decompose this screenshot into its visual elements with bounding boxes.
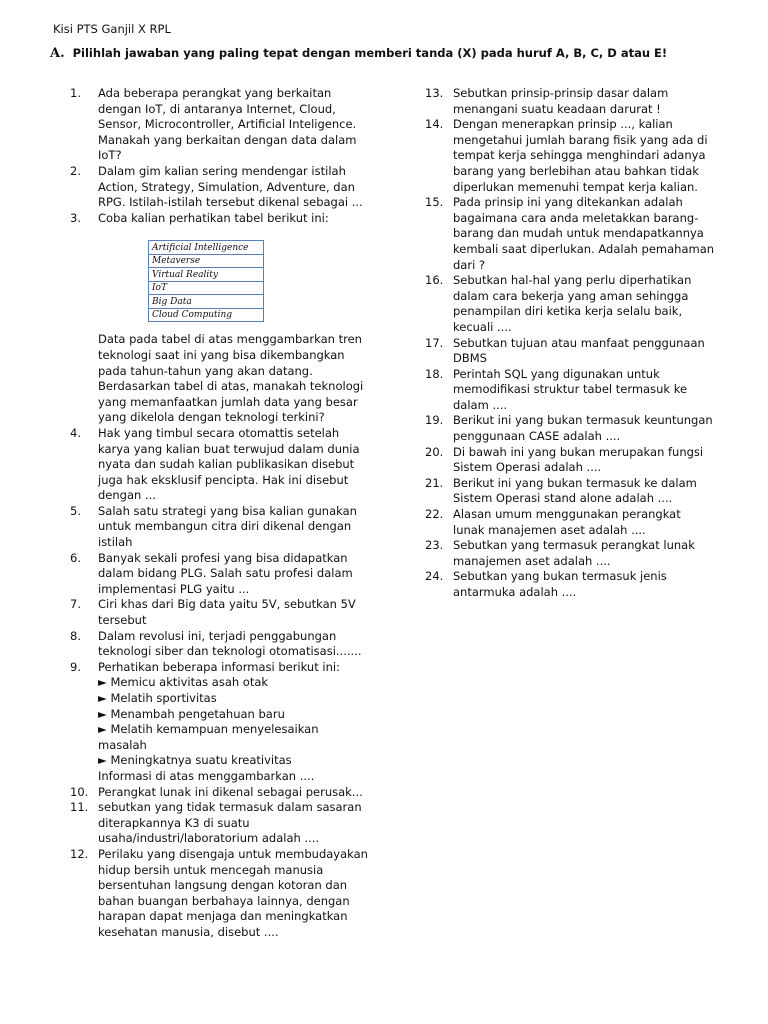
question-number: 1. (70, 86, 81, 100)
question-number: 3. (70, 210, 81, 225)
bullet-item: ► Memicu aktivitas asah otak (98, 675, 269, 690)
question-number: 22. (425, 507, 444, 522)
question-text: Sebutkan yang termasuk perangkat lunak manajemen aset adalah .... (453, 538, 695, 568)
question-number: 21. (425, 475, 444, 490)
question-number: 8. (70, 628, 81, 643)
question-20 (425, 445, 715, 476)
question-text: Perintah SQL yang digunakan untuk memodifikasi struktur tabel termasuk ke dalam .... (453, 366, 688, 412)
question-text: Pada prinsip ini yang ditekankan adalah bagaimana cara anda meletakkan barang-barang dan mudah untuk mendapatkannya kembali saat diperlukan. Adalah pemahaman dari ? (453, 195, 715, 272)
instruction-text: Pilihlah jawaban yang paling tepat dengan memberi tanda (X) pada huruf A, B, C, D atau E! (72, 46, 668, 60)
table-row (149, 254, 264, 268)
question-number: 10. (70, 784, 89, 799)
section-instruction (50, 46, 667, 61)
question-number: 4. (70, 425, 81, 440)
bullet-item: ► Melatih sportivitas (98, 691, 217, 705)
table-cell: Big Data (149, 295, 264, 309)
question-9-continuation: Informasi di atas menggambarkan .... (98, 768, 315, 783)
question-number: 15. (425, 195, 444, 210)
bullet-item: ► Melatih kemampuan menyelesaikan masalah (98, 722, 319, 752)
question-11 (70, 800, 370, 847)
question-14 (425, 117, 715, 195)
question-number: 11. (70, 800, 89, 815)
bullet-item: ► Meningkatnya suatu kreativitas (98, 753, 292, 768)
question-17 (425, 336, 715, 367)
question-number: 13. (425, 86, 444, 100)
question-column-right (425, 86, 715, 601)
question-1 (70, 86, 370, 164)
question-text: Perhatikan beberapa informasi berikut ini: (98, 659, 340, 674)
question-text: Sebutkan prinsip-prinsip dasar dalam menangani suatu keadaan darurat ! (453, 86, 669, 116)
technology-table (148, 240, 264, 322)
question-text: Ada beberapa perangkat yang berkaitan dengan IoT, di antaranya Internet, Cloud, Sensor, Microcontroller, Artificial Inteligence. Manakah yang berkaitan dengan data dalam IoT? (98, 86, 357, 163)
question-text: Sebutkan tujuan atau manfaat penggunaan DBMS (453, 335, 705, 366)
question-4 (70, 426, 370, 504)
table-row (149, 268, 264, 282)
table-cell: Artificial Intelligence (149, 241, 264, 255)
question-8 (70, 629, 370, 660)
question-number: 12. (70, 846, 89, 861)
question-text: Sebutkan yang bukan termasuk jenis antarmuka adalah .... (453, 569, 667, 599)
question-16 (425, 273, 715, 335)
question-text: Alasan umum menggunakan perangkat lunak manajemen aset adalah .... (453, 507, 681, 537)
question-text: Berikut ini yang bukan termasuk ke dalam Sistem Operasi stand alone adalah .... (453, 475, 697, 506)
question-9-bullets (98, 675, 370, 784)
question-text: Coba kalian perhatikan tabel berikut ini: (98, 210, 329, 225)
question-text: Berikut ini yang bukan termasuk keuntungan penggunaan CASE adalah .... (453, 413, 713, 444)
table-row (149, 295, 264, 309)
question-12 (70, 847, 370, 941)
table-cell: Virtual Reality (149, 268, 264, 282)
table-row (149, 241, 264, 255)
question-6 (70, 551, 370, 598)
question-number: 23. (425, 538, 444, 553)
question-column-left (70, 86, 370, 941)
question-number: 18. (425, 366, 444, 381)
question-3-continuation: Data pada tabel di atas menggambarkan tren teknologi saat ini yang bisa dikembangkan pada tahun-tahun yang akan datang. Berdasarkan tabel di atas, manakah teknologi yang memanfaatkan jumlah data yang besar yang dikelola dengan teknologi terkini? (98, 332, 364, 425)
question-number: 17. (425, 335, 444, 350)
question-number: 16. (425, 273, 444, 288)
question-text: Dalam gim kalian sering mendengar istilah Action, Strategy, Simulation, Adventure, dan RPG. Istilah-istilah tersebut dikenal sebagai ... (98, 163, 363, 210)
section-letter: A. (50, 46, 65, 61)
question-23 (425, 538, 715, 569)
question-number: 5. (70, 503, 81, 518)
question-text: Dalam revolusi ini, terjadi penggabungan teknologi siber dan teknologi otomatisasi....... (98, 628, 362, 659)
question-number: 14. (425, 117, 444, 132)
question-7 (70, 597, 370, 628)
question-2 (70, 164, 370, 211)
question-number: 19. (425, 413, 444, 428)
question-24 (425, 569, 715, 600)
table-cell: Metaverse (149, 254, 264, 268)
question-13 (425, 86, 715, 117)
question-text: Banyak sekali profesi yang bisa didapatkan dalam bidang PLG. Salah satu profesi dalam implementasi PLG yaitu ... (98, 550, 353, 596)
question-21 (425, 476, 715, 507)
question-text: Perangkat lunak ini dikenal sebagai perusak... (98, 784, 363, 799)
question-text: Perilaku yang disengaja untuk membudayakan hidup bersih untuk mencegah manusia bersentuhan langsung dengan kotoran dan bahan buangan berbahaya lainnya, dengan harapan dapat menjaga dan meningkatkan kesehatan manusia, disebut .... (98, 846, 368, 939)
question-15 (425, 195, 715, 273)
question-text: Dengan menerapkan prinsip ..., kalian mengetahui jumlah barang fisik yang ada di tempat kerja sehingga menghindari adanya barang yang berlebihan atau bahkan tidak diperlukan memenuhi tempat kerja kalian. (453, 117, 708, 194)
table-cell: IoT (149, 281, 264, 295)
question-10 (70, 785, 370, 801)
question-3 (70, 211, 370, 227)
bullet-item: ► Menambah pengetahuan baru (98, 706, 285, 721)
question-number: 6. (70, 550, 81, 565)
table-row (149, 308, 264, 322)
question-text: Sebutkan hal-hal yang perlu diperhatikan dalam cara bekerja yang aman sehingga penampilan diri ketika kerja selalu baik, kecuali .... (453, 273, 692, 334)
question-text: Ciri khas dari Big data yaitu 5V, sebutkan 5V tersebut (98, 597, 356, 628)
question-19 (425, 413, 715, 444)
question-text: Di bawah ini yang bukan merupakan fungsi Sistem Operasi adalah .... (453, 444, 704, 475)
question-5 (70, 504, 370, 551)
table-row (149, 281, 264, 295)
document-title: Kisi PTS Ganjil X RPL (53, 22, 171, 36)
question-22 (425, 507, 715, 538)
table-cell: Cloud Computing (149, 308, 264, 322)
question-18 (425, 367, 715, 414)
question-text: Hak yang timbul secara otomattis setelah karya yang kalian buat terwujud dalam dunia nyata dan sudah kalian publikasikan disebut juga hak eksklusif pencipta. Hak ini disebut dengan ... (98, 425, 360, 503)
question-number: 2. (70, 163, 81, 178)
question-number: 20. (425, 444, 444, 459)
question-number: 9. (70, 659, 81, 674)
question-text: sebutkan yang tidak termasuk dalam sasaran diterapkannya K3 di suatu usaha/industri/laboratorium adalah .... (98, 800, 362, 846)
question-number: 24. (425, 569, 444, 584)
question-text: Salah satu strategi yang bisa kalian gunakan untuk membangun citra diri dikenal dengan istilah (98, 503, 357, 550)
question-number: 7. (70, 597, 81, 612)
question-9 (70, 660, 370, 676)
